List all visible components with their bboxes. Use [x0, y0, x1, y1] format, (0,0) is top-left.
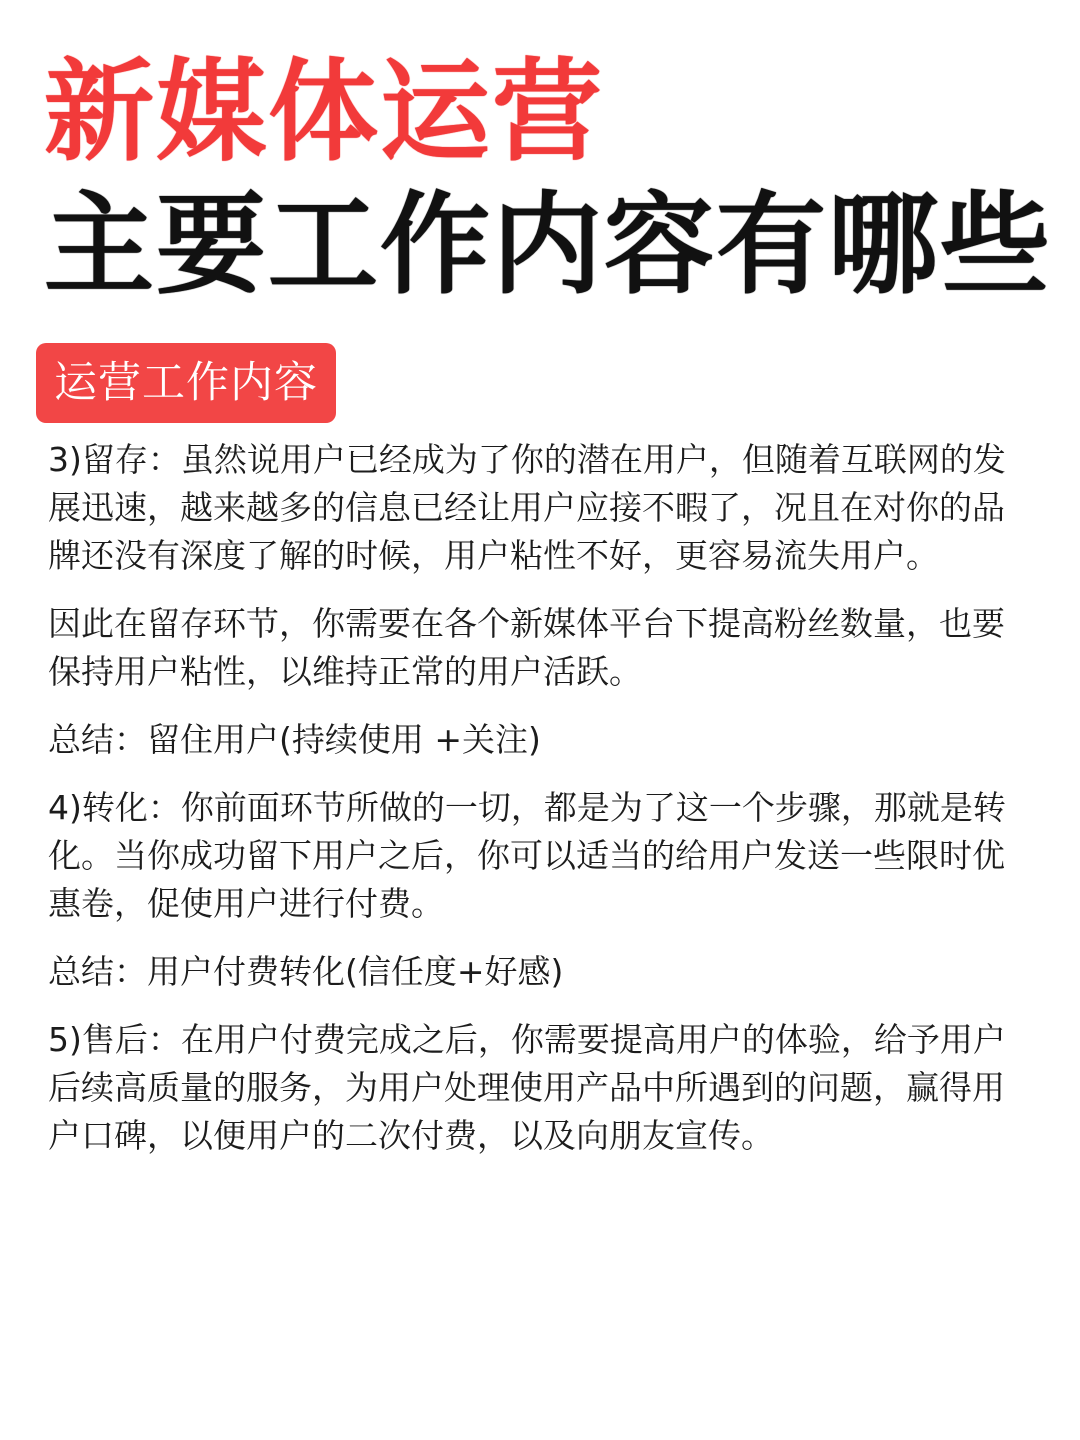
section-badge: 运营工作内容: [36, 343, 336, 423]
paragraph-after-sales: 5)售后：在用户付费完成之后，你需要提高用户的体验，给予用户后续高质量的服务，为用户处理使用产品中所遇到的问题，赢得用户口碑，以便用户的二次付费，以及向朋友宣传。: [48, 1020, 1006, 1155]
title-line-1: 新媒体运营: [44, 48, 604, 176]
paragraph-retention: 3)留存：虽然说用户已经成为了你的潜在用户，但随着互联网的发展迅速，越来越多的信息已经让用户应接不暇了，况且在对你的品牌还没有深度了解的时候，用户粘性不好，更容易流失用户。: [48, 440, 1006, 575]
summary-conversion: 总结：用户付费转化(信任度+好感): [48, 952, 564, 991]
title-line-2: 主要工作内容有哪些: [44, 181, 1052, 309]
article-body: [48, 436, 1028, 1180]
paragraph-conversion: 4)转化：你前面环节所做的一切，都是为了这一个步骤，那就是转化。当你成功留下用户之后，你可以适当的给用户发送一些限时优惠卷，促使用户进行付费。: [48, 788, 1006, 923]
paragraph-retention-detail: 因此在留存环节，你需要在各个新媒体平台下提高粉丝数量，也要保持用户粘性，以维持正常的用户活跃。: [48, 604, 1005, 691]
summary-retention: 总结：留住用户(持续使用 +关注): [48, 720, 541, 759]
